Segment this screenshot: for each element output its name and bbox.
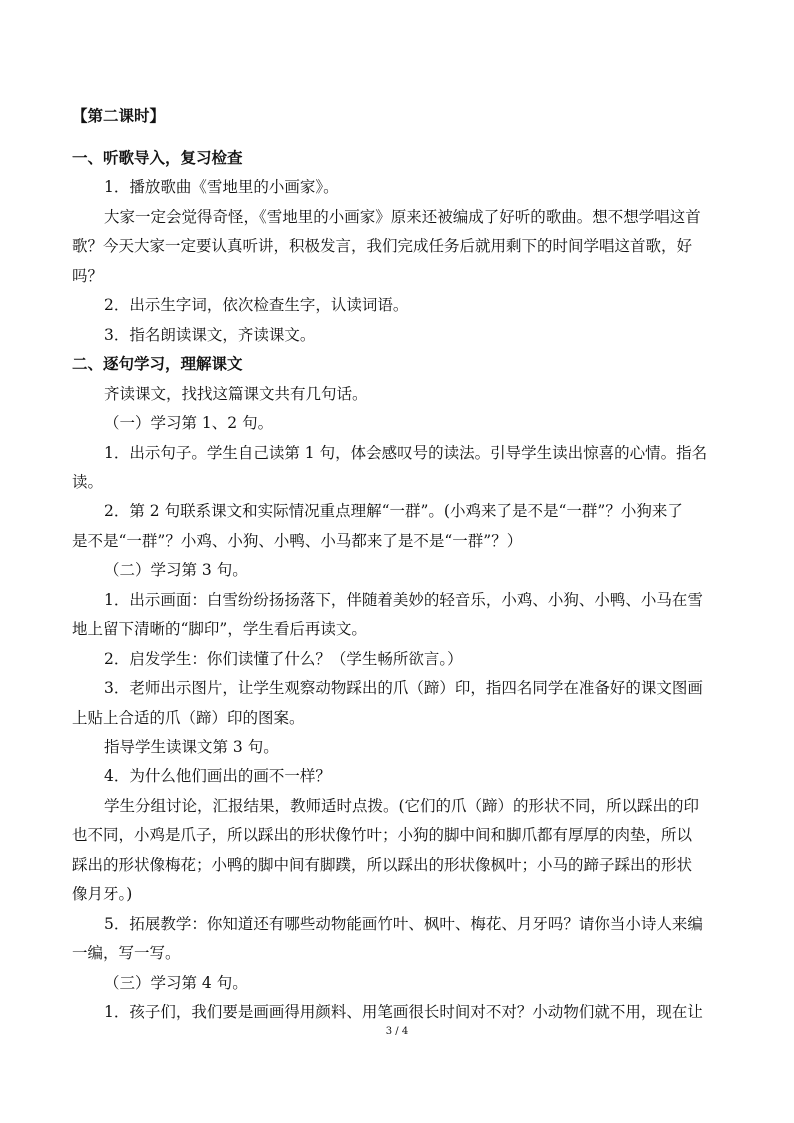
section-title: 一、听歌导入，复习检查: [72, 148, 243, 167]
body-line: 一编，写一写。: [72, 944, 181, 963]
body-line: 4．为什么他们画出的画不一样？: [104, 767, 331, 786]
body-line: 指导学生读课文第 3 句。: [104, 738, 279, 756]
body-line: 1．播放歌曲《雪地里的小画家》。: [104, 178, 339, 197]
body-line: 歌？今天大家一定要认真听讲，积极发言，我们完成任务后就用剩下的时间学唱这首歌，好: [72, 237, 693, 256]
body-line: （二）学习第 3 句。: [104, 561, 248, 580]
body-line: 2．出示生字词，依次检查生字，认读词语。: [104, 296, 409, 315]
body-line: 1．出示画面：白雪纷纷扬扬落下，伴随着美妙的轻音乐，小鸡、小狗、小鸭、小马在雪: [104, 590, 703, 609]
body-line: 是不是“一群”？小鸡、小狗、小鸭、小马都来了是不是“一群”？）: [72, 531, 523, 550]
body-line: 1．孩子们，我们要是画画得用颜料、用笔画很长时间对不对？小动物们就不用，现在让: [104, 1003, 703, 1022]
body-line: 像月牙。): [72, 885, 133, 904]
body-line: （三）学习第 4 句。: [104, 973, 248, 992]
body-line: （一）学习第 1、2 句。: [104, 414, 274, 433]
body-line: 地上留下清晰的“脚印”，学生看后再读文。: [72, 620, 367, 639]
page-number: 3 / 4: [385, 1026, 409, 1037]
body-line: 吗？: [72, 266, 104, 285]
body-line: 3．指名朗读课文，齐读课文。: [104, 325, 316, 344]
body-line: 踩出的形状像梅花；小鸭的脚中间有脚蹼，所以踩出的形状像枫叶；小马的蹄子踩出的形状: [72, 855, 693, 874]
body-line: 齐读课文，找找这篇课文共有几句话。: [104, 384, 368, 403]
body-line: 也不同，小鸡是爪子，所以踩出的形状像竹叶；小狗的脚中间和脚爪都有厚厚的肉垫，所以: [72, 826, 693, 845]
body-line: 学生分组讨论，汇报结果，教师适时点拨。(它们的爪（蹄）的形状不同，所以踩出的印: [104, 796, 700, 815]
body-line: 上贴上合适的爪（蹄）印的图案。: [72, 708, 305, 727]
body-line: 5．拓展教学：你知道还有哪些动物能画竹叶、枫叶、梅花、月牙吗？请你当小诗人来编: [104, 914, 703, 933]
body-line: 大家一定会觉得奇怪，《雪地里的小画家》原来还被编成了好听的歌曲。想不想学唱这首: [104, 207, 701, 226]
body-line: 2．启发学生：你们读懂了什么？（学生畅所欲言。）: [104, 649, 463, 668]
section-heading: 【第二课时】: [72, 106, 166, 125]
section-title: 二、逐句学习，理解课文: [72, 354, 243, 374]
body-line: 读。: [72, 472, 104, 491]
body-line: 3．老师出示图片，让学生观察动物踩出的爪（蹄）印，指四名同学在准备好的课文图画: [104, 679, 703, 698]
body-line: 2．第 2 句联系课文和实际情况重点理解“一群”。(小鸡来了是不是“一群”？小狗来了: [104, 502, 683, 521]
body-line: 1．出示句子。学生自己读第 1 句，体会感叹号的读法。引导学生读出惊喜的心情。指名: [104, 443, 708, 462]
